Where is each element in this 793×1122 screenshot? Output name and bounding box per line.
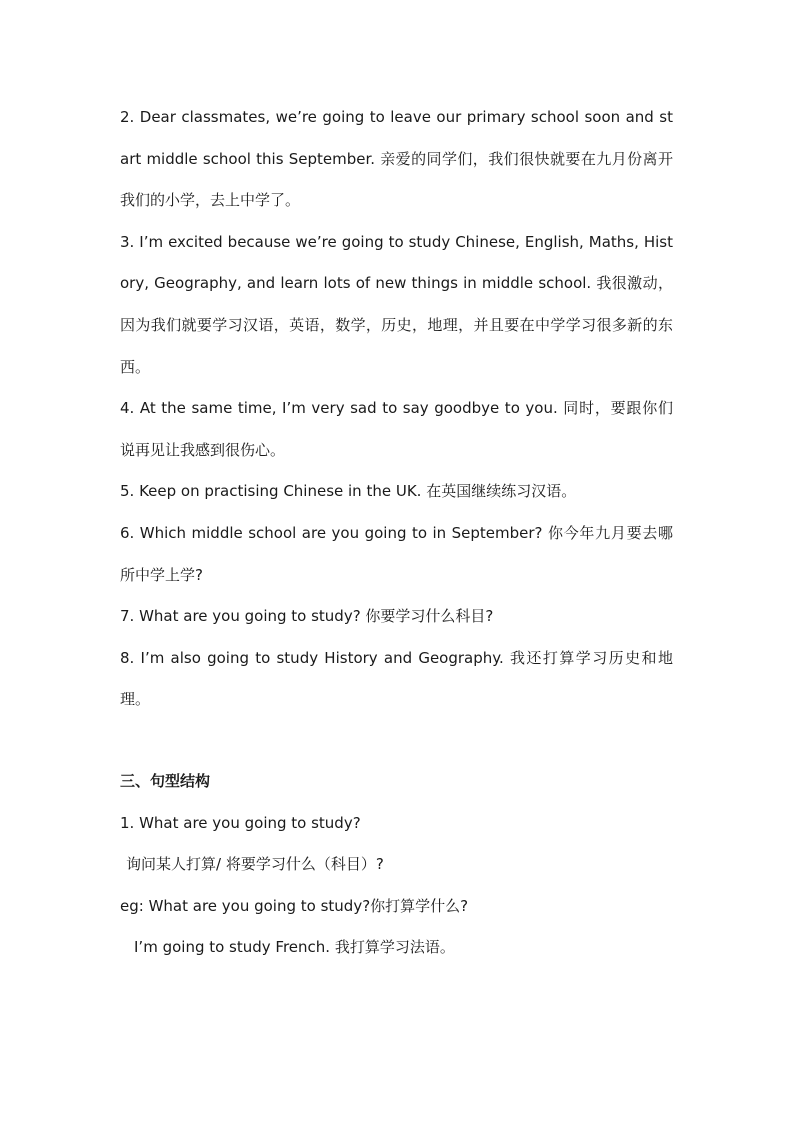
sentence-item-7: 7. What are you going to study? 你要学习什么科目? [120, 607, 494, 626]
sentence-item-6: 6. Which middle school are you going to in September? 你今年九月要去哪所中学上学? [120, 523, 673, 584]
example-question: eg: What are you going to study?你打算学什么? [120, 896, 469, 915]
sentence-item-3: 3. I’m excited because we’re going to study Chinese, English, Maths, History, Geography, and learn lots of new things in middle school. 我很激动，因为我们就要学习汉语，英语，数学，历史，地理，并且要在中学学习很多新的东西。 [120, 232, 673, 376]
sentence-item-8: 8. I’m also going to study History and Geography. 我还打算学习历史和地理。 [120, 648, 673, 709]
sentence-item-4: 4. At the same time, I’m very sad to say goodbye to you. 同时，要跟你们说再见让我感到很伤心。 [120, 399, 673, 459]
section-gap [120, 721, 673, 761]
document-page [120, 97, 673, 969]
section-heading: 三、句型结构 [120, 771, 211, 790]
example-answer: I’m going to study French. 我打算学习法语。 [134, 938, 455, 957]
sentence-item-2: 2. Dear classmates, we’re going to leave our primary school soon and start middle school this September. 亲爱的同学们，我们很快就要在九月份离开我们的小学，去上中学了。 [120, 108, 673, 210]
pattern-meaning: 询问某人打算/ 将要学习什么（科目）? [126, 855, 384, 874]
sentence-item-5: 5. Keep on practising Chinese in the UK. 在英国继续练习汉语。 [120, 482, 577, 501]
pattern-sentence: 1. What are you going to study? [120, 813, 361, 832]
